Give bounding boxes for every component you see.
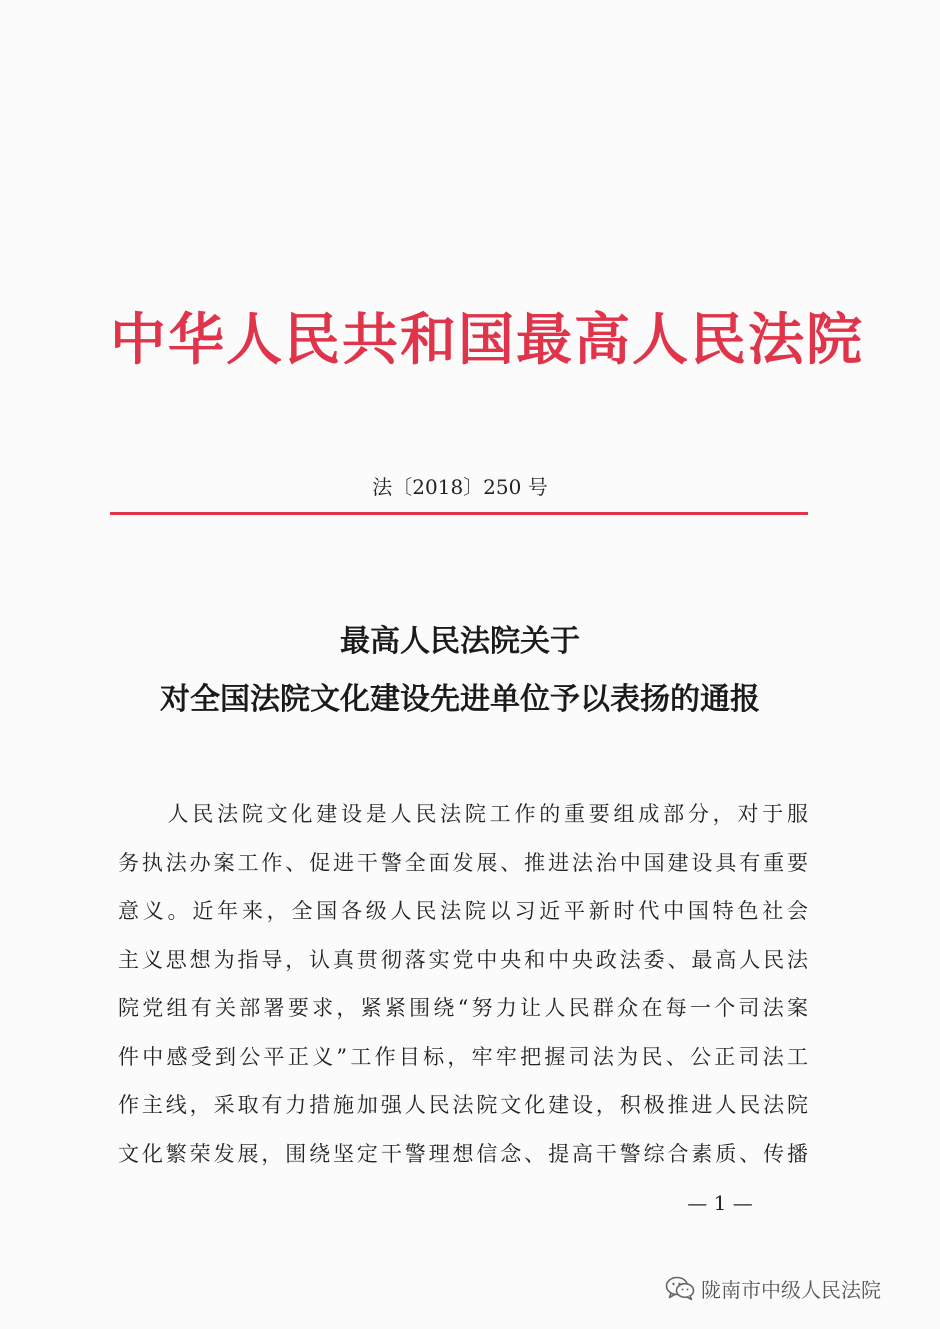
body-line: 人民法院文化建设是人民法院工作的重要组成部分，对于服 xyxy=(118,802,808,826)
page-number: — 1 — xyxy=(687,1191,753,1215)
watermark-text: 陇南市中级人民法院 xyxy=(701,1277,881,1302)
court-name-header: 中华人民共和国最高人民法院 xyxy=(110,307,864,373)
notice-title-line1: 最高人民法院关于 xyxy=(340,624,580,659)
account-watermark xyxy=(665,1268,881,1308)
document-number: 法〔2018〕250 号 xyxy=(372,475,548,499)
body-line: 文化繁荣发展，围绕坚定干警理想信念、提高干警综合素质、传播 xyxy=(118,1141,808,1166)
wechat-icon xyxy=(665,1275,695,1301)
body-line: 务执法办案工作、促进干警全面发展、推进法治中国建设具有重要 xyxy=(118,850,808,875)
body-line: 主义思想为指导，认真贯彻落实党中央和中央政法委、最高人民法 xyxy=(118,947,808,972)
body-line: 院党组有关部署要求，紧紧围绕“努力让人民群众在每一个司法案 xyxy=(118,996,808,1020)
body-line: 件中感受到公平正义”工作目标，牢牢把握司法为民、公正司法工 xyxy=(118,1044,808,1069)
notice-title-line2: 对全国法院文化建设先进单位予以表扬的通报 xyxy=(160,682,760,717)
red-divider xyxy=(110,512,808,515)
body-text xyxy=(118,790,808,1178)
body-line: 作主线，采取有力措施加强人民法院文化建设，积极推进人民法院 xyxy=(118,1093,808,1117)
body-line: 意义。近年来，全国各级人民法院以习近平新时代中国特色社会 xyxy=(118,899,808,923)
